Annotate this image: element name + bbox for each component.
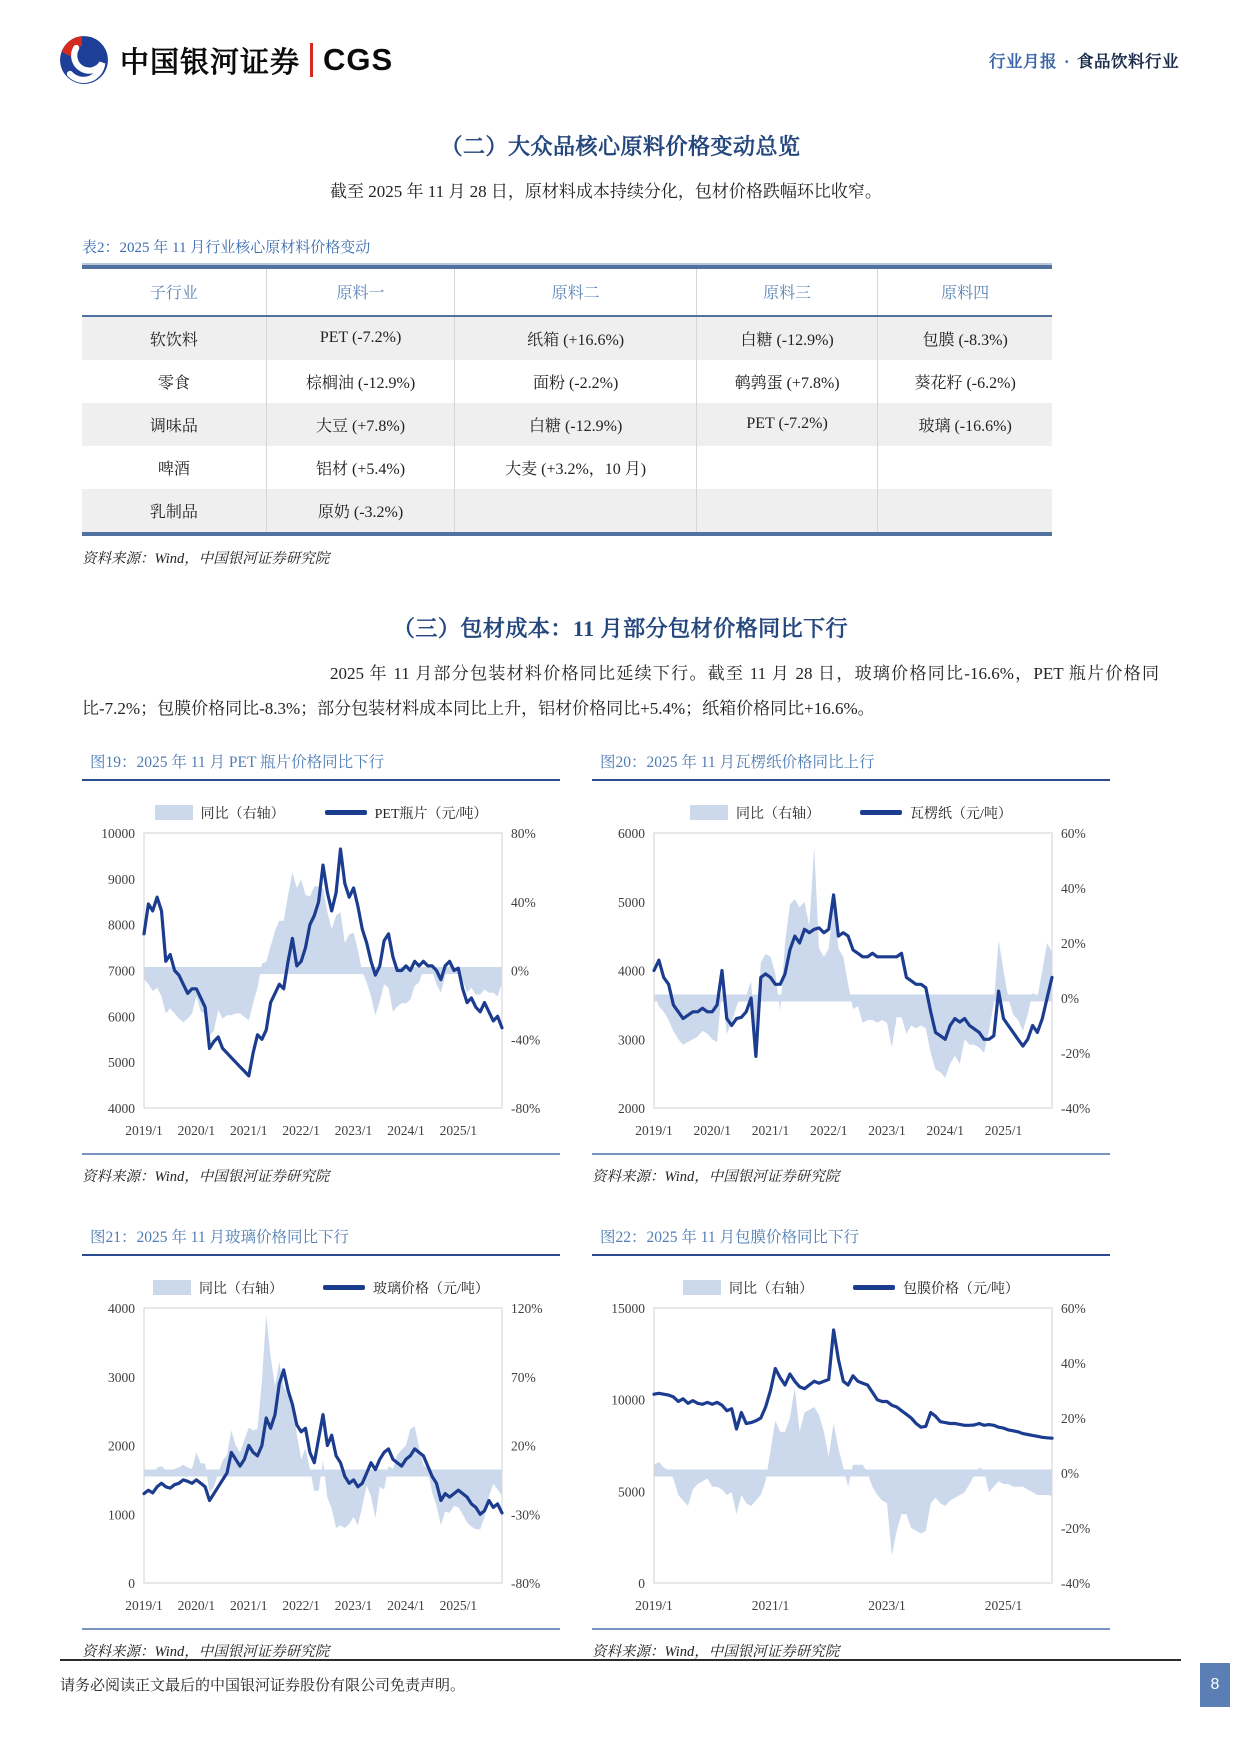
table-cell: 葵花籽 (-6.2%) — [878, 360, 1052, 403]
chart-block-22 — [592, 1222, 1110, 1661]
chart-svg-pet — [82, 823, 560, 1147]
left-axis-tick: 9000 — [108, 871, 135, 887]
chart-legend — [82, 1278, 560, 1298]
legend-line-swatch — [853, 1285, 895, 1290]
x-axis-tick: 2020/1 — [177, 1597, 216, 1613]
raw-materials-table — [82, 265, 1052, 536]
plot-border — [654, 833, 1052, 1108]
right-axis-tick: 0% — [1061, 1465, 1079, 1481]
table-cell: 啤酒 — [157, 460, 190, 478]
table-body — [82, 316, 1052, 534]
left-axis-tick: 4000 — [618, 963, 645, 979]
left-axis-tick: 1000 — [108, 1506, 135, 1522]
brand-divider — [310, 43, 313, 77]
legend-line-swatch — [323, 1285, 365, 1290]
left-axis-tick: 4000 — [108, 1100, 135, 1116]
x-axis-tick: 2021/1 — [230, 1597, 268, 1613]
left-axis-tick: 6000 — [108, 1008, 135, 1024]
chart-legend — [82, 803, 560, 823]
table-header-row — [82, 267, 1052, 316]
disclaimer-text: 请务必阅读正文最后的中国银河证券股份有限公司免责声明。 — [60, 1678, 466, 1694]
legend-label: 包膜价格（元/吨） — [903, 1281, 1019, 1297]
right-axis-tick: 70% — [511, 1369, 536, 1385]
yoy-area — [144, 872, 502, 1035]
table-cell: 棕榈油 (-12.9%) — [266, 360, 455, 403]
x-axis-tick: 2020/1 — [177, 1122, 216, 1138]
section2-paragraph: 截至 2025 年 11 月 28 日，原材料成本持续分化，包材价格跌幅环比收窄。 — [330, 182, 882, 201]
industry-label: 食品饮料行业 — [1077, 52, 1179, 71]
table-cell: 零食 — [157, 374, 190, 392]
legend-label: 瓦楞纸（元/吨） — [910, 806, 1012, 822]
plot-border — [144, 1308, 502, 1583]
right-axis-tick: -40% — [511, 1031, 541, 1047]
x-axis-tick: 2020/1 — [693, 1122, 732, 1138]
legend-label: 玻璃价格（元/吨） — [373, 1281, 489, 1297]
table-cell: 鹌鹑蛋 (+7.8%) — [696, 360, 877, 403]
chart-source: 资料来源：Wind，中国银河证券研究院 — [82, 1628, 560, 1661]
table-cell — [696, 446, 877, 489]
legend-line-swatch — [325, 810, 367, 815]
table-cell: 调味品 — [149, 417, 198, 435]
chart-title: 图20：2025 年 11 月瓦楞纸价格同比上行 — [592, 747, 1110, 781]
right-axis-tick: 60% — [1061, 1300, 1086, 1316]
right-axis-tick: 120% — [511, 1300, 543, 1316]
separator-dot: · — [1063, 52, 1070, 71]
table-header-cell: 原料四 — [878, 267, 1052, 316]
right-axis-tick: 20% — [1061, 1410, 1086, 1426]
table-row — [82, 403, 1052, 446]
section3-title: （三）包材成本：11 月部分包材价格同比下行 — [392, 615, 849, 641]
table-row — [82, 446, 1052, 489]
x-axis-tick: 2019/1 — [125, 1122, 163, 1138]
x-axis-tick: 2021/1 — [751, 1122, 790, 1138]
legend-label: 同比（右轴） — [200, 806, 285, 822]
page-number-badge: 8 — [1200, 1663, 1230, 1707]
left-axis-tick: 8000 — [108, 917, 135, 933]
table-row — [82, 360, 1052, 403]
table-cell: 大豆 (+7.8%) — [266, 403, 455, 446]
x-axis-tick: 2021/1 — [751, 1597, 790, 1613]
price-line — [654, 1330, 1052, 1438]
right-axis-tick: 0% — [1061, 990, 1079, 1006]
doc-type-label: 行业月报 — [988, 52, 1057, 71]
table-cell: 包膜 (-8.3%) — [878, 316, 1052, 360]
right-axis-tick: -80% — [511, 1575, 541, 1591]
table-header-cell: 原料一 — [266, 267, 455, 316]
legend-line-swatch — [860, 810, 902, 815]
left-axis-tick: 7000 — [108, 963, 135, 979]
chart-title: 图19：2025 年 11 月 PET 瓶片价格同比下行 — [82, 747, 560, 781]
legend-area-swatch — [683, 1280, 721, 1295]
x-axis-tick: 2024/1 — [387, 1122, 425, 1138]
left-axis-tick: 5000 — [618, 1483, 645, 1499]
brand — [58, 34, 393, 86]
x-axis-tick: 2023/1 — [334, 1122, 373, 1138]
legend-label: PET瓶片（元/吨） — [374, 806, 488, 822]
legend-label: 同比（右轴） — [729, 1281, 814, 1297]
table-cell — [455, 489, 697, 534]
x-axis-tick: 2024/1 — [387, 1597, 425, 1613]
x-axis-tick: 2023/1 — [868, 1122, 906, 1138]
chart-title: 图22：2025 年 11 月包膜价格同比下行 — [592, 1222, 1110, 1256]
chart-svg-film — [592, 1298, 1110, 1622]
legend-area-swatch — [690, 805, 728, 820]
right-axis-tick: -20% — [1061, 1520, 1091, 1536]
right-axis-tick: 20% — [511, 1438, 536, 1454]
table-cell: 玻璃 (-16.6%) — [878, 403, 1052, 446]
table-cell: 软饮料 — [149, 331, 198, 349]
left-axis-tick: 15000 — [611, 1300, 645, 1316]
table-head — [82, 267, 1052, 316]
left-axis-tick: 4000 — [108, 1300, 135, 1316]
table-cell: 白糖 (-12.9%) — [455, 403, 697, 446]
left-axis-tick: 0 — [128, 1575, 135, 1591]
table-cell: 大麦 (+3.2%，10 月) — [455, 446, 697, 489]
right-axis-tick: -40% — [1061, 1575, 1091, 1591]
table-row — [82, 489, 1052, 534]
x-axis-tick: 2025/1 — [439, 1597, 478, 1613]
left-axis-tick: 3000 — [618, 1031, 645, 1047]
legend-label: 同比（右轴） — [736, 806, 821, 822]
section3-paragraph: 2025 年 11 月部分包装材料价格同比延续下行。截至 11 月 28 日，玻璃价格同比-16.6%，PET 瓶片价格同比-7.2%；包膜价格同比-8.3%；部分包装材料成本同比上升，铝材价格同比+5.4%；纸箱价格同比+16.6%。 — [82, 663, 1159, 718]
chart-legend — [592, 1278, 1110, 1298]
table-header-cell: 原料二 — [455, 267, 697, 316]
section2-title: （二）大众品核心原料价格变动总览 — [440, 134, 801, 159]
x-axis-tick: 2019/1 — [635, 1122, 673, 1138]
chart-source: 资料来源：Wind，中国银河证券研究院 — [592, 1628, 1110, 1661]
table-cell: 原奶 (-3.2%) — [266, 489, 455, 534]
table-cell — [878, 446, 1052, 489]
cgs-logo-icon — [58, 34, 110, 86]
left-axis-tick: 2000 — [618, 1100, 645, 1116]
x-axis-tick: 2025/1 — [439, 1122, 478, 1138]
x-axis-tick: 2024/1 — [926, 1122, 964, 1138]
x-axis-tick: 2025/1 — [984, 1122, 1023, 1138]
x-axis-tick: 2019/1 — [125, 1597, 163, 1613]
table-cell: 铝材 (+5.4%) — [266, 446, 455, 489]
chart-block-19 — [82, 747, 560, 1186]
right-axis-tick: 60% — [1061, 825, 1086, 841]
table-cell: 白糖 (-12.9%) — [696, 316, 877, 360]
plot-border — [654, 1308, 1052, 1583]
table-cell: 面粉 (-2.2%) — [455, 360, 697, 403]
chart-title: 图21：2025 年 11 月玻璃价格同比下行 — [82, 1222, 560, 1256]
legend-area-swatch — [153, 1280, 191, 1295]
x-axis-tick: 2022/1 — [809, 1122, 848, 1138]
legend-label: 同比（右轴） — [199, 1281, 284, 1297]
right-axis-tick: -30% — [511, 1506, 541, 1522]
table-header-cell: 子行业 — [82, 267, 266, 316]
right-axis-tick: 40% — [1061, 880, 1086, 896]
left-axis-tick: 5000 — [618, 894, 645, 910]
right-axis-tick: -80% — [511, 1100, 541, 1116]
x-axis-tick: 2019/1 — [635, 1597, 673, 1613]
yoy-area — [654, 846, 1052, 1077]
table-cell: 乳制品 — [149, 503, 198, 521]
table-cell — [878, 489, 1052, 534]
page-header — [0, 0, 1241, 86]
left-axis-tick: 2000 — [108, 1438, 135, 1454]
left-axis-tick: 10000 — [101, 825, 135, 841]
x-axis-tick: 2023/1 — [334, 1597, 373, 1613]
chart-svg-glass — [82, 1298, 560, 1622]
table-cell — [696, 489, 877, 534]
right-axis-tick: 40% — [511, 894, 536, 910]
right-axis-tick: 40% — [1061, 1355, 1086, 1371]
left-axis-tick: 5000 — [108, 1054, 135, 1070]
right-axis-tick: 0% — [511, 963, 529, 979]
chart-block-20 — [592, 747, 1110, 1186]
content — [82, 130, 1159, 1661]
brand-name-cn: 中国银河证券 — [120, 46, 301, 79]
right-axis-tick: 20% — [1061, 935, 1086, 951]
left-axis-tick: 10000 — [611, 1392, 645, 1408]
report-type-header — [989, 48, 1179, 72]
x-axis-tick: 2023/1 — [868, 1597, 906, 1613]
x-axis-tick: 2022/1 — [282, 1122, 320, 1138]
legend-area-swatch — [155, 805, 193, 820]
table-cell: PET (-7.2%) — [696, 403, 877, 446]
charts-grid — [82, 747, 1159, 1661]
table-cell: PET (-7.2%) — [266, 316, 455, 360]
table-caption: 表2：2025 年 11 月行业核心原材料价格变动 — [82, 236, 1052, 265]
left-axis-tick: 0 — [638, 1575, 645, 1591]
brand-name-en: CGS — [323, 42, 394, 77]
chart-source: 资料来源：Wind，中国银河证券研究院 — [82, 1153, 560, 1186]
table-source: 资料来源：Wind，中国银河证券研究院 — [82, 550, 330, 567]
page-footer — [60, 1659, 1220, 1695]
right-axis-tick: 80% — [511, 825, 536, 841]
chart-source: 资料来源：Wind，中国银河证券研究院 — [592, 1153, 1110, 1186]
chart-legend — [592, 803, 1110, 823]
x-axis-tick: 2022/1 — [282, 1597, 320, 1613]
left-axis-tick: 6000 — [618, 825, 645, 841]
table-header-cell: 原料三 — [696, 267, 877, 316]
left-axis-tick: 3000 — [108, 1369, 135, 1385]
table-row — [82, 316, 1052, 360]
x-axis-tick: 2025/1 — [984, 1597, 1023, 1613]
table-cell: 纸箱 (+16.6%) — [455, 316, 697, 360]
right-axis-tick: -40% — [1061, 1100, 1091, 1116]
right-axis-tick: -20% — [1061, 1045, 1091, 1061]
x-axis-tick: 2021/1 — [230, 1122, 268, 1138]
chart-block-21 — [82, 1222, 560, 1661]
chart-svg-corrugated-paper — [592, 823, 1110, 1147]
